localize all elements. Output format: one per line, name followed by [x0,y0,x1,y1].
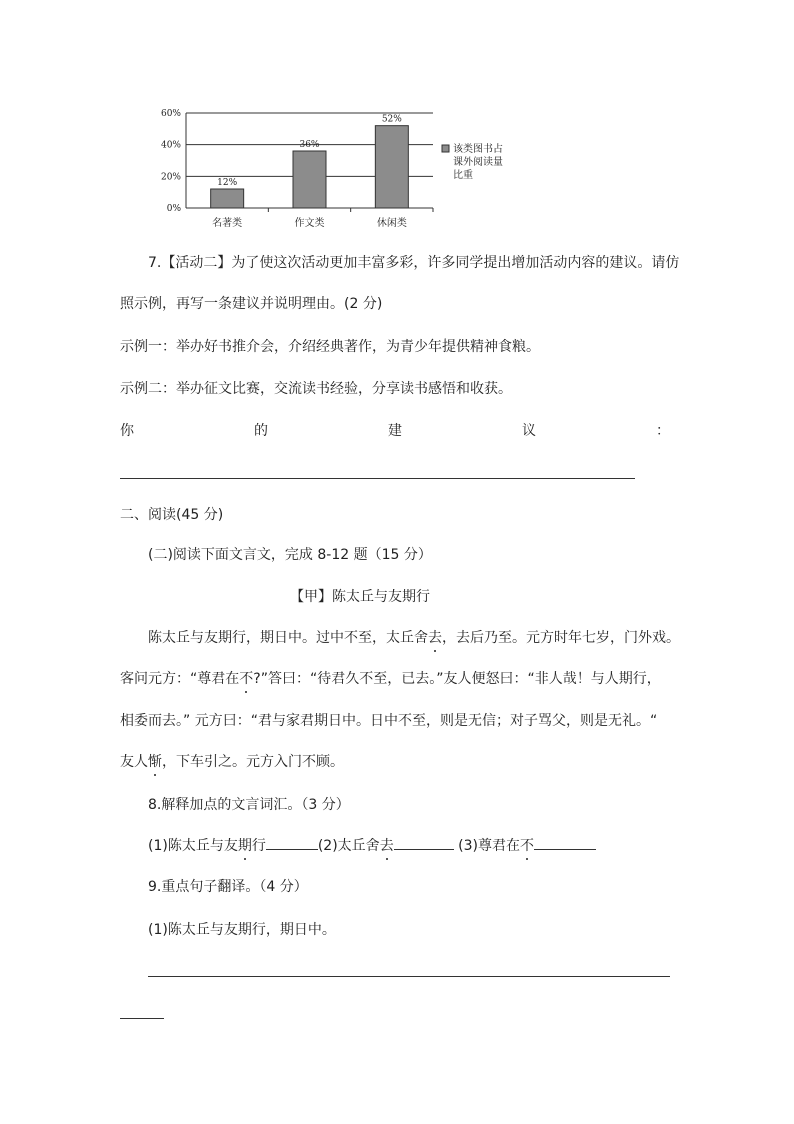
q7-your-char-3: 建 [388,423,402,439]
x-tick-label: 名著类 [212,218,243,229]
q7-example1: 示例一：举办好书推介会，介绍经典著作，为青少年提供精神食粮。 [120,339,540,355]
section2-instruction: (二)阅读下面文言文，完成 8-12 题（15 分） [148,547,432,563]
passage-line-2-a: 客问元方：“尊君在 [120,671,240,687]
q7-your-suggestion-label [120,421,670,441]
y-tick-label: 20% [160,172,181,183]
passage-line-2-b: ?”答曰：“待君久不至，已去。”友人便怒曰：“非人哉！与人期行， [253,671,661,687]
q8-item1-a: (1)陈太丘与友 [148,838,238,854]
q7-your-char-4: 议 [522,423,536,439]
q8-items [148,835,596,856]
q7-your-char-1: 你 [120,423,134,439]
passage-line-1-a: 陈太丘与友期行，期日中。过中不至，太丘舍 [148,630,428,646]
q8-blank-2[interactable] [394,835,454,850]
q9-sentence-1: (1)陈太丘与友期行，期日中。 [148,922,336,938]
bar-value-label: 12% [217,178,238,188]
legend-label: 比重 [453,170,473,181]
passage-dotted-word-qu: 去 [428,630,442,646]
bar [211,189,244,208]
section2-heading: 二、阅读(45 分) [120,507,224,523]
passage-line-1-b: ，去后乃至。元方时年七岁，门外戏。 [442,630,680,646]
q9-answer-line-1[interactable] [148,976,670,977]
y-tick-label: 60% [160,109,181,119]
q8-blank-1[interactable] [266,835,318,850]
legend-label: 课外阅读量 [453,157,503,168]
q7-line1: 7.【活动二】为了使这次活动更加丰富多彩，许多同学提出增加活动内容的建议。请仿 [148,255,680,271]
bar-value-label: 52% [381,114,402,125]
y-tick-label: 40% [160,140,181,151]
q8-item3-a: (3)尊君在 [458,838,520,854]
bar [293,151,326,208]
bar-chart-svg [150,100,530,235]
passage-line-2 [120,669,661,689]
passage-line-4-a: 友人 [120,754,148,770]
q8-item3-dotted: 不 [519,838,534,854]
x-tick-label: 作文类 [294,218,325,229]
passage-title: 【甲】陈太丘与友期行 [290,589,430,605]
y-tick-label: 0% [166,204,181,214]
legend-swatch [442,145,449,152]
passage-line-1 [148,628,680,648]
q9-title: 9.重点句子翻译。（4 分） [148,879,308,895]
q7-answer-line[interactable] [120,478,635,479]
q8-title: 8.解释加点的文言词汇。（3 分） [148,797,350,813]
legend-label: 该类图书占 [453,144,503,155]
q8-blank-3[interactable] [534,835,596,850]
x-tick-label: 休闲类 [376,218,407,229]
passage-line-3: 相委而去。” 元方曰：“君与家君期日中。日中不至，则是无信；对子骂父，则是无礼。“ [120,713,658,729]
passage-dotted-word-bu: 不 [239,671,254,687]
bar-chart [150,100,530,235]
q7-your-char-5: ： [656,423,670,439]
q8-item2-a: (2)太丘舍 [317,838,380,854]
bar-value-label: 36% [299,140,320,150]
bar [375,126,408,208]
q7-your-char-2: 的 [254,423,268,439]
passage-line-4-b: ，下车引之。元方入门不顾。 [162,754,344,770]
q8-item1-end: 行 [251,838,266,854]
q8-item1-dotted: 期 [237,838,252,854]
passage-dotted-word-can: 惭 [148,754,162,770]
passage-line-4 [120,752,344,772]
q7-example2: 示例二：举办征文比赛，交流读书经验，分享读书感悟和收获。 [120,381,512,397]
q9-answer-line-2[interactable] [120,1018,164,1019]
q7-line2: 照示例，再写一条建议并说明理由。(2 分) [120,296,383,312]
q8-item2-dotted: 去 [379,838,394,854]
